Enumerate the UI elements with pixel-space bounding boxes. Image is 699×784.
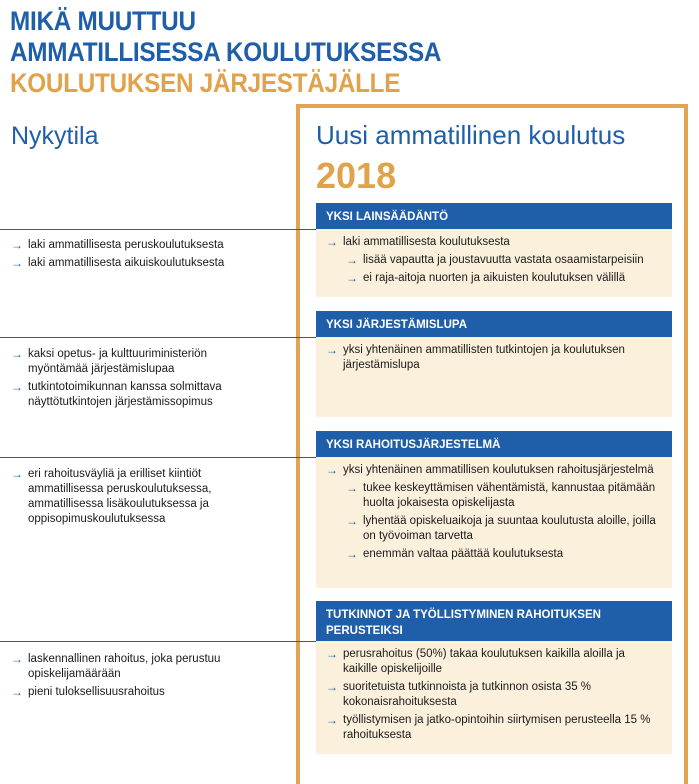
arrow-icon: → xyxy=(346,514,358,528)
section-body-tutkinnot xyxy=(316,641,672,754)
left-list-lainsaadanto xyxy=(11,238,281,274)
divider-line xyxy=(0,229,316,230)
list-item: → lyhentää opiskeluaikoja ja suuntaa koulutusta aloille, joilla on työvoiman tarvetta xyxy=(346,514,656,542)
arrow-icon: → xyxy=(326,463,338,477)
list-item: → tukee keskeyttämisen vähentämistä, kannustaa pitämään huolta jokaisesta opiskelijasta xyxy=(346,481,656,509)
section-heading-rahoitusjarjestelma: YKSI RAHOITUSJÄRJESTELMÄ xyxy=(316,431,672,457)
arrow-icon: → xyxy=(346,271,358,285)
list-item: → yksi yhtenäinen ammatillisen koulutuksen rahoitusjärjestelmä xyxy=(326,463,654,477)
left-list-rahoitusjarjestelma xyxy=(11,467,246,530)
section-body-lainsaadanto xyxy=(316,229,672,297)
section-heading-tutkinnot: TUTKINNOT JA TYÖLLISTYMINEN RAHOITUKSEN PERUSTEIKSI xyxy=(316,601,672,641)
left-list-jarjestamislupa xyxy=(11,347,266,413)
list-item: → työllistymisen ja jatko-opintoihin siirtymisen perusteella 15 % rahoituksesta xyxy=(326,713,651,741)
list-item: → eri rahoitusväyliä ja erilliset kiintiöt ammatillisessa peruskoulutuksessa, ammatillisessa lisäkoulutuksessa ja oppisopimuskoulutuksessa xyxy=(11,467,212,525)
section-body-jarjestamislupa xyxy=(316,337,672,417)
arrow-icon: → xyxy=(346,253,358,267)
arrow-icon: → xyxy=(11,256,23,270)
arrow-icon: → xyxy=(326,343,338,357)
list-item: → enemmän valtaa päättää koulutuksesta xyxy=(346,547,564,561)
section-heading-jarjestamislupa: YKSI JÄRJESTÄMISLUPA xyxy=(316,311,672,337)
left-column-heading: Nykytila xyxy=(11,122,99,150)
right-column-heading: Uusi ammatillinen koulutus xyxy=(316,120,626,150)
arrow-icon: → xyxy=(326,680,338,694)
list-item: → suoritetuista tutkinnoista ja tutkinnon osista 35 % kokonaisrahoituksesta xyxy=(326,680,592,708)
title-block xyxy=(10,6,489,99)
arrow-icon: → xyxy=(326,235,338,249)
list-item: → laskennallinen rahoitus, joka perustuu opiskelijamäärään xyxy=(11,652,221,680)
title-line-2: AMMATILLISESSA KOULUTUKSESSA xyxy=(10,37,442,67)
list-item: → kaksi opetus- ja kulttuuriministeriön myöntämää järjestämislupaa xyxy=(11,347,207,375)
title-line-3: KOULUTUKSEN JÄRJESTÄJÄLLE xyxy=(10,68,401,98)
title-line-1: MIKÄ MUUTTUU xyxy=(10,6,196,36)
divider-line xyxy=(0,337,316,338)
list-item: → lisää vapautta ja joustavuutta vastata osaamistarpeisiin xyxy=(346,253,644,267)
arrow-icon: → xyxy=(11,467,23,481)
section-heading-lainsaadanto: YKSI LAINSÄÄDÄNTÖ xyxy=(316,203,672,229)
left-list-tutkinnot xyxy=(11,652,261,703)
list-item: → yksi yhtenäinen ammatillisten tutkintojen ja koulutuksen järjestämislupa xyxy=(326,343,625,371)
arrow-icon: → xyxy=(11,380,23,394)
list-item: → laki ammatillisesta koulutuksesta xyxy=(326,235,510,249)
divider-line xyxy=(0,457,316,458)
list-item: → laki ammatillisesta aikuiskoulutuksesta xyxy=(11,256,225,270)
arrow-icon: → xyxy=(11,238,23,252)
list-item: → ei raja-aitoja nuorten ja aikuisten koulutuksen välillä xyxy=(346,271,626,285)
list-item: → laki ammatillisesta peruskoulutuksesta xyxy=(11,238,224,252)
arrow-icon: → xyxy=(11,347,23,361)
arrow-icon: → xyxy=(326,713,338,727)
list-item: → pieni tuloksellisuusrahoitus xyxy=(11,685,165,699)
arrow-icon: → xyxy=(11,652,23,666)
arrow-icon: → xyxy=(11,685,23,699)
year-heading: 2018 xyxy=(316,155,397,196)
section-body-rahoitusjarjestelma xyxy=(316,457,672,588)
arrow-icon: → xyxy=(346,547,358,561)
list-item: → perusrahoitus (50%) takaa koulutuksen kaikilla aloilla ja kaikille opiskelijoille xyxy=(326,647,625,675)
list-item: → tutkintotoimikunnan kanssa solmittava näyttötutkintojen järjestämissopimus xyxy=(11,380,222,408)
arrow-icon: → xyxy=(326,647,338,661)
divider-line xyxy=(0,641,316,642)
arrow-icon: → xyxy=(346,481,358,495)
